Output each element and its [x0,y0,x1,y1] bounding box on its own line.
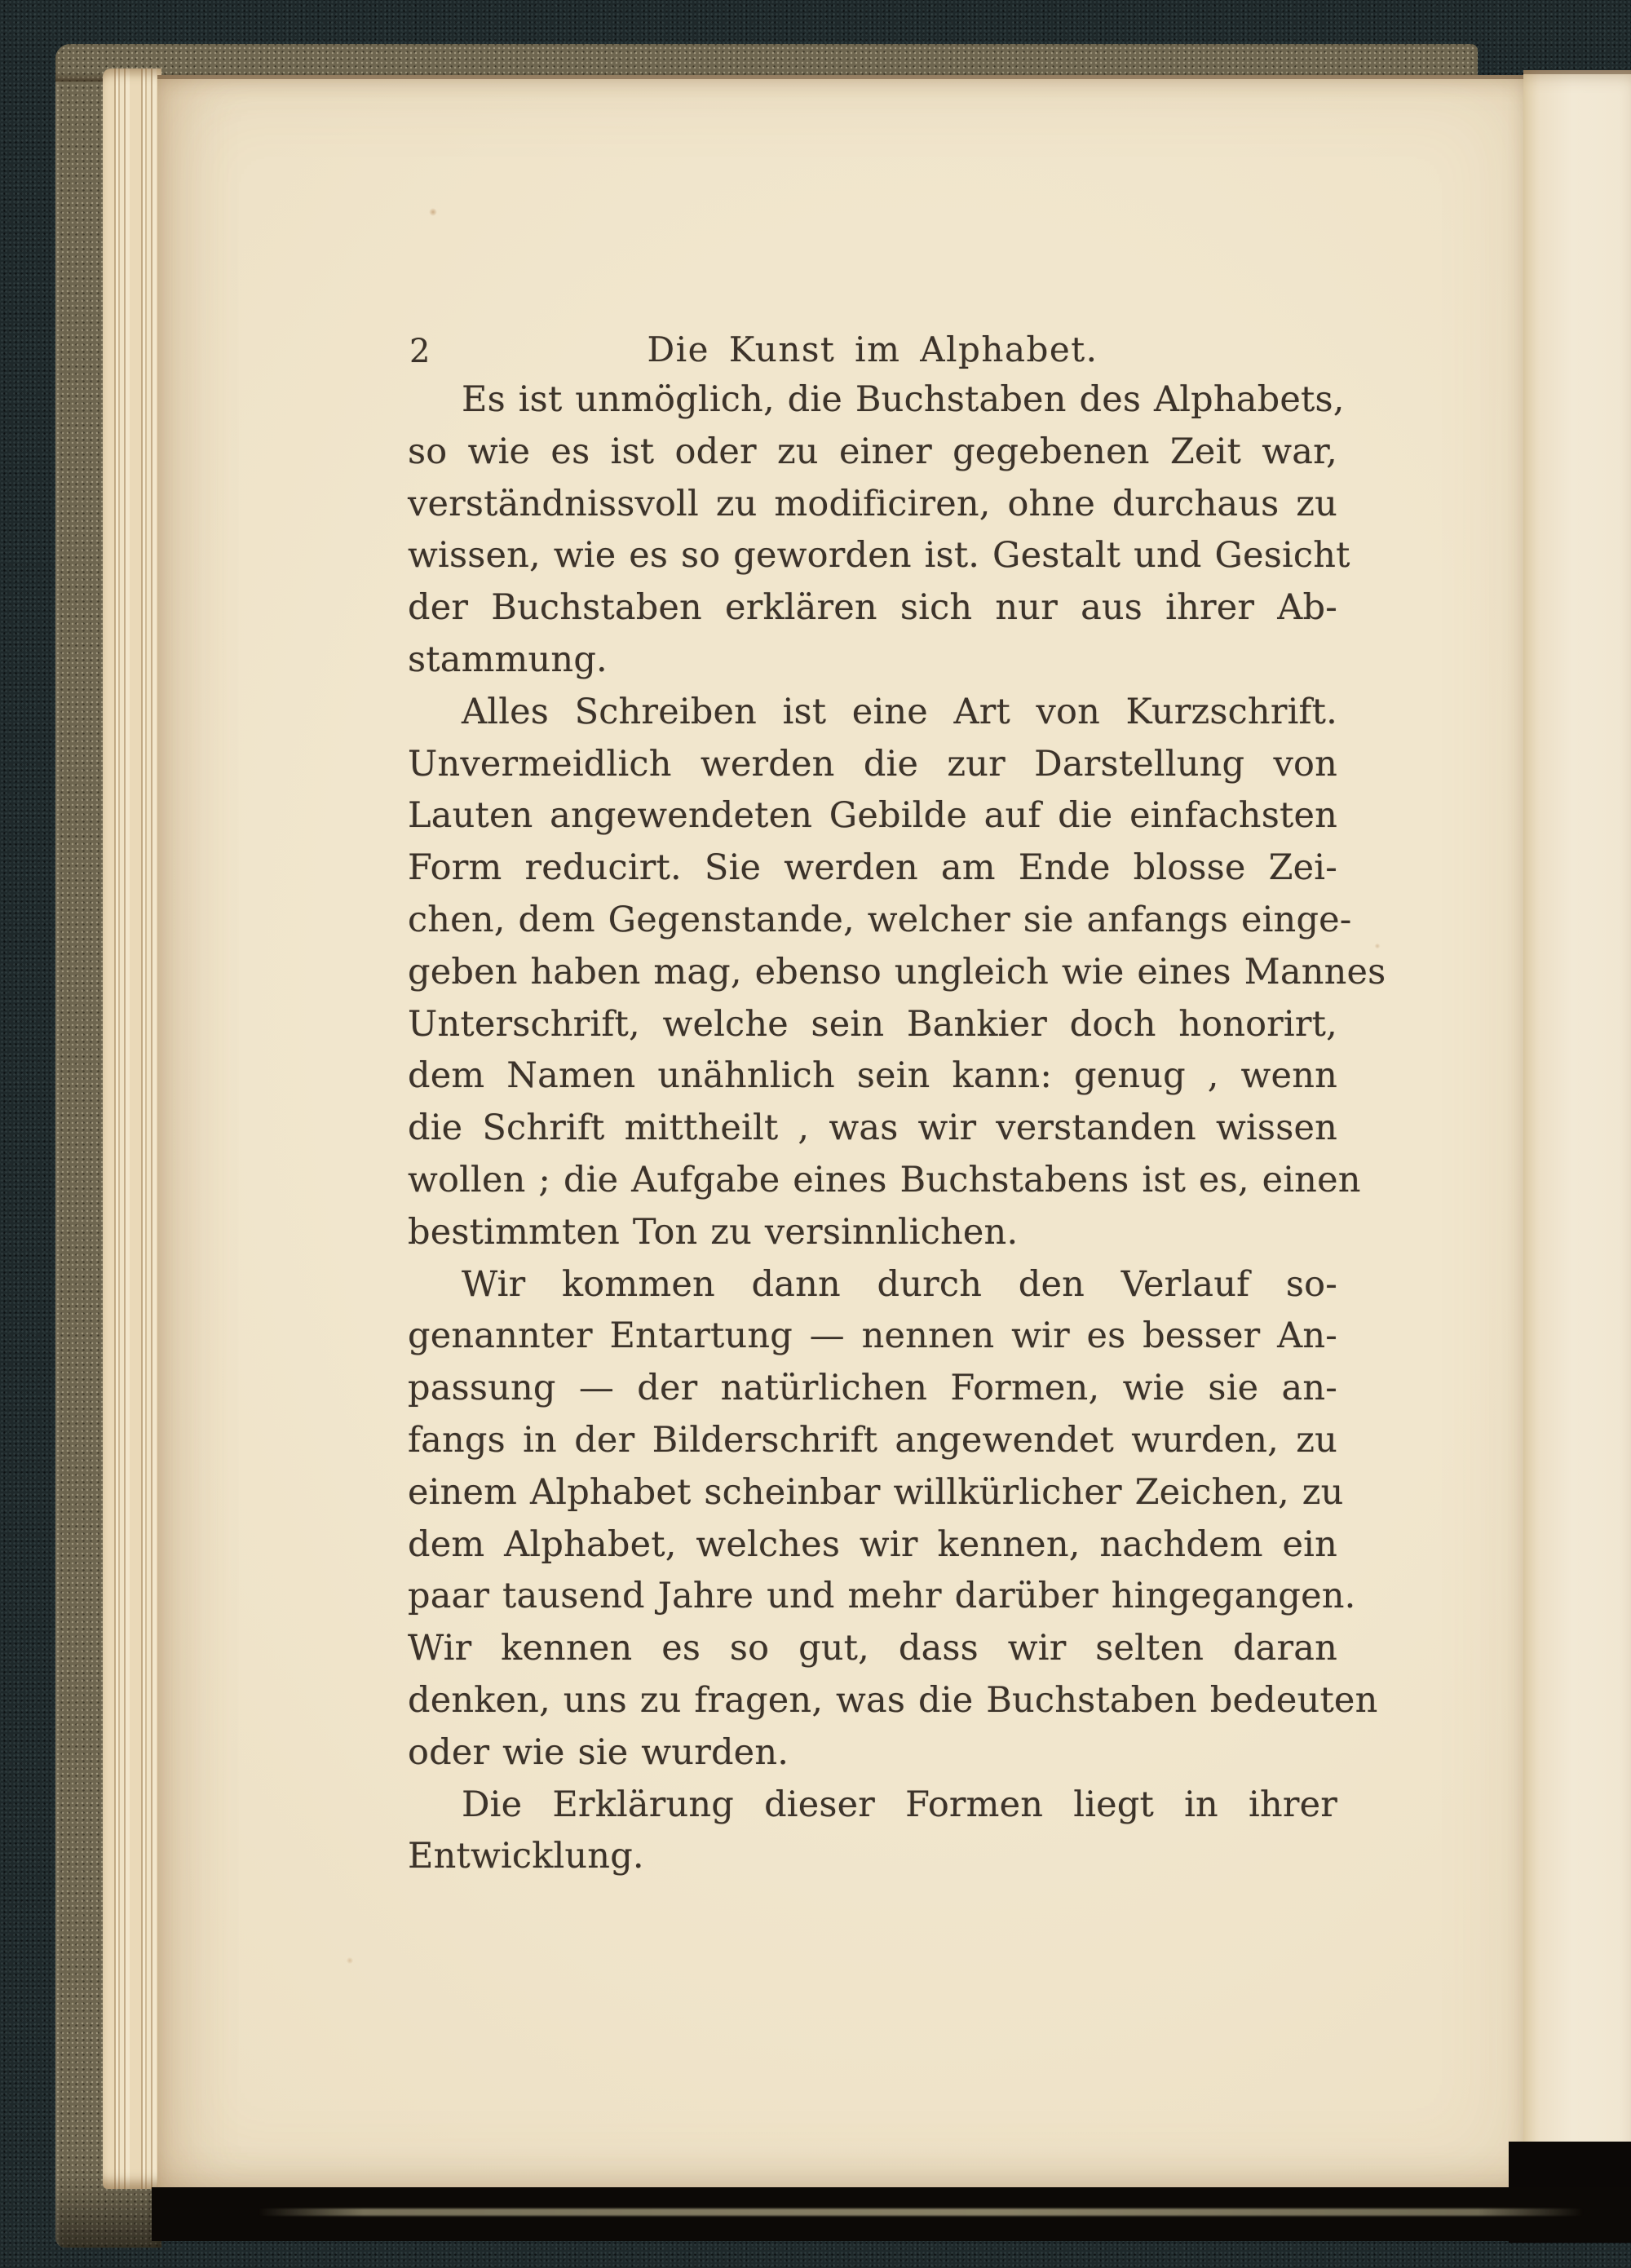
text-line: Lauten angewendeten Gebilde auf die einfachsten [408,795,1337,837]
text-line: bestimmten Ton zu versinnlichen. [408,1211,1019,1253]
text-line: fangs in der Bilderschrift angewendet wurden, zu [408,1419,1337,1461]
text-line: chen, dem Gegenstande, welcher sie anfangs einge- [408,899,1352,940]
text-line: Wir kommen dann durch den Verlauf so- [462,1263,1337,1305]
text-line: dem Alphabet, welches wir kennen, nachdem ein [408,1523,1337,1565]
text-line: Die Erklärung dieser Formen liegt in ihrer [462,1784,1337,1825]
text-line: genannter Entartung — nennen wir es besser An- [408,1315,1337,1357]
text-line: Form reducirt. Sie werden am Ende blosse Zei- [408,847,1337,889]
text-line: dem Namen unähnlich sein kann: genug , wenn [408,1055,1337,1097]
text-line: passung — der natürlichen Formen, wie sie an- [408,1368,1337,1409]
text-line: Unvermeidlich werden die zur Darstellung von [408,743,1337,785]
text-line: so wie es ist oder zu einer gegebenen Zeit war, [408,431,1337,472]
text-line: der Buchstaben erklären sich nur aus ihrer Ab- [408,587,1337,629]
text-line: einem Alphabet scheinbar willkürlicher Zeichen, zu [408,1471,1344,1513]
text-line: Es ist unmöglich, die Buchstaben des Alphabets, [462,379,1345,420]
body-text [408,323,1386,1883]
text-line: die Schrift mittheilt , was wir verstanden wissen [408,1107,1337,1149]
text-line: Unterschrift, welche sein Bankier doch honorirt, [408,1003,1337,1045]
text-line: wollen ; die Aufgabe eines Buchstabens ist es, einen [408,1159,1361,1200]
text-line: stammung. [408,639,608,680]
text-line: Wir kennen es so gut, dass wir selten daran [408,1628,1337,1669]
text-line: oder wie sie wurden. [408,1731,789,1773]
text-line: wissen, wie es so geworden ist. Gestalt und Gesicht [408,535,1350,577]
page-number: 2 [409,333,431,370]
text-line: geben haben mag, ebenso ungleich wie eines Mannes [408,951,1386,993]
text-line: paar tausend Jahre und mehr darüber hingegangen. [408,1576,1356,1617]
text-line: verständnissvoll zu modificiren, ohne durchaus zu [408,483,1337,524]
text-line: Entwicklung. [408,1836,644,1877]
text-line: denken, uns zu fragen, was die Buchstaben bedeuten [408,1679,1378,1721]
text-line: Alles Schreiben ist eine Art von Kurzschrift. [462,691,1337,732]
running-title: Die Kunst im Alphabet. [647,329,1098,369]
